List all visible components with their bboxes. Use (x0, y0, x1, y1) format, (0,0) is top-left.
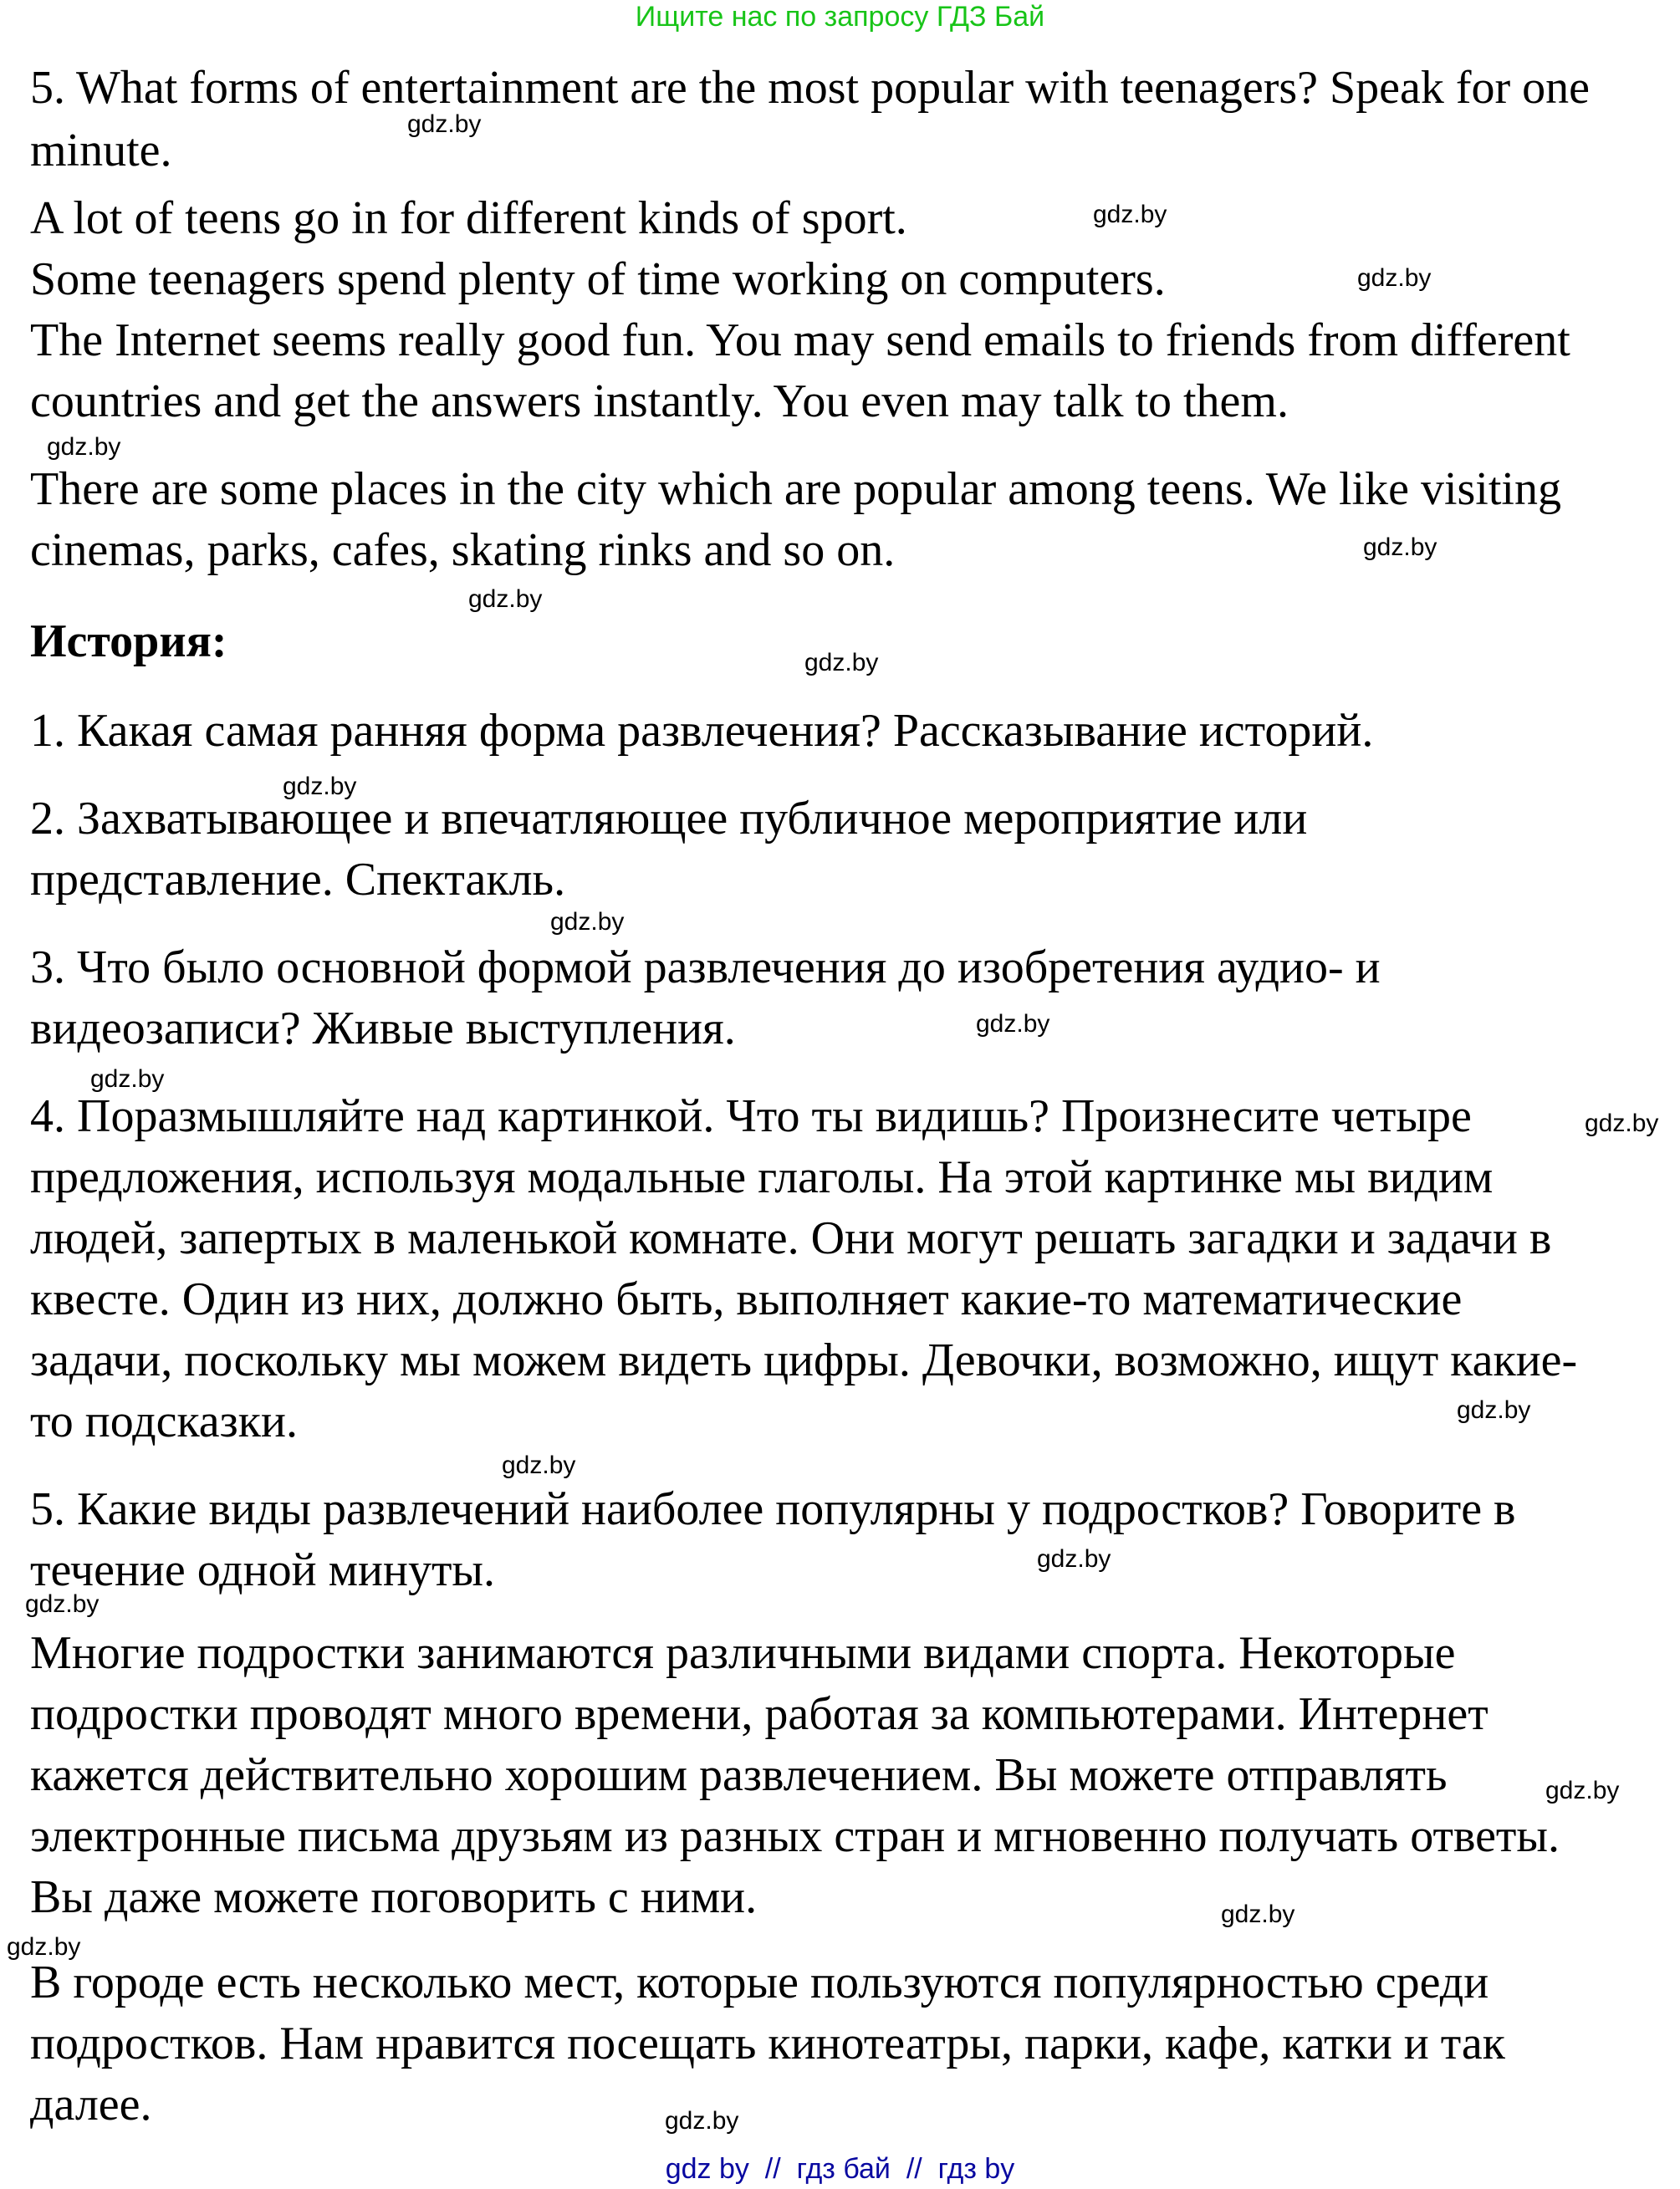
text-line: кажется действительно хорошим развлечением. Вы можете отправлять (30, 1749, 1448, 1801)
section-heading: История: (30, 615, 227, 667)
text-line: A lot of teens go in for different kinds of sport. (30, 192, 907, 244)
text-line: 3. Что было основной формой развлечения до изобретения аудио- и (30, 941, 1381, 993)
text-line: предложения, используя модальные глаголы. На этой картинке мы видим (30, 1151, 1494, 1203)
text-line: Многие подростки занимаются различными видами спорта. Некоторые (30, 1627, 1456, 1679)
text-line: течение одной минуты. (30, 1544, 496, 1596)
watermark: gdz.by (1037, 1545, 1111, 1573)
text-line: видеозаписи? Живые выступления. (30, 1003, 736, 1054)
text-line: There are some places in the city which are popular among teens. We like visiting (30, 463, 1561, 515)
watermark: gdz.by (47, 433, 121, 461)
watermark: gdz.by (407, 110, 482, 138)
watermark: gdz.by (1357, 264, 1432, 292)
text-line: то подсказки. (30, 1396, 298, 1447)
text-line: 5. What forms of entertainment are the most popular with teenagers? Speak for one (30, 62, 1591, 114)
watermark: gdz.by (804, 649, 879, 676)
text-line: квесте. Один из них, должно быть, выполняет какие-то математические (30, 1273, 1463, 1325)
watermark: gdz.by (283, 773, 357, 800)
text-line: подростки проводят много времени, работая за компьютерами. Интернет (30, 1688, 1489, 1740)
text-line: представление. Спектакль. (30, 854, 566, 906)
text-line: 1. Какая самая ранняя форма развлечения? Рассказывание историй. (30, 705, 1374, 757)
watermark: gdz.by (1093, 201, 1167, 228)
text-line: minute. (30, 125, 172, 176)
watermark: gdz.by (25, 1590, 100, 1618)
watermark: gdz.by (502, 1452, 576, 1479)
text-line: задачи, поскольку мы можем видеть цифры. Девочки, возможно, ищут какие- (30, 1334, 1578, 1386)
text-line: людей, запертых в маленькой комнате. Они могут решать загадки и задачи в (30, 1212, 1552, 1264)
text-line: 4. Поразмышляйте над картинкой. Что ты видишь? Произнесите четыре (30, 1090, 1472, 1142)
watermark: gdz.by (1545, 1777, 1620, 1804)
top-banner: Ищите нас по запросу ГДЗ Бай (635, 1, 1045, 33)
text-line: The Internet seems really good fun. You may send emails to friends from different (30, 314, 1570, 366)
watermark: gdz.by (976, 1010, 1050, 1038)
watermark: gdz.by (90, 1065, 165, 1093)
text-line: электронные письма друзьям из разных стран и мгновенно получать ответы. (30, 1810, 1560, 1862)
watermark: gdz.by (550, 908, 625, 936)
watermark: gdz.by (1221, 1901, 1295, 1928)
text-line: подростков. Нам нравится посещать кинотеатры, парки, кафе, катки и так (30, 2018, 1505, 2069)
watermark: gdz.by (665, 2107, 739, 2135)
text-line: В городе есть несколько мест, которые пользуются популярностью среди (30, 1957, 1489, 2008)
text-line: countries and get the answers instantly. You even may talk to them. (30, 375, 1289, 427)
text-line: 5. Какие виды развлечений наиболее популярны у подростков? Говорите в (30, 1483, 1516, 1535)
watermark: gdz.by (1457, 1396, 1531, 1424)
text-line: далее. (30, 2079, 152, 2130)
text-line: Some teenagers spend plenty of time working on computers. (30, 253, 1166, 305)
watermark: gdz.by (1363, 533, 1437, 561)
watermark: gdz.by (468, 585, 543, 613)
text-line: cinemas, parks, cafes, skating rinks and so on. (30, 524, 896, 576)
text-line: 2. Захватывающее и впечатляющее публичное мероприятие или (30, 793, 1308, 844)
watermark: gdz.by (7, 1933, 81, 1961)
text-line: Вы даже можете поговорить с ними. (30, 1871, 758, 1923)
watermark: gdz.by (1585, 1110, 1659, 1137)
footer-links: gdz by // гдз бай // гдз by (665, 2153, 1015, 2185)
